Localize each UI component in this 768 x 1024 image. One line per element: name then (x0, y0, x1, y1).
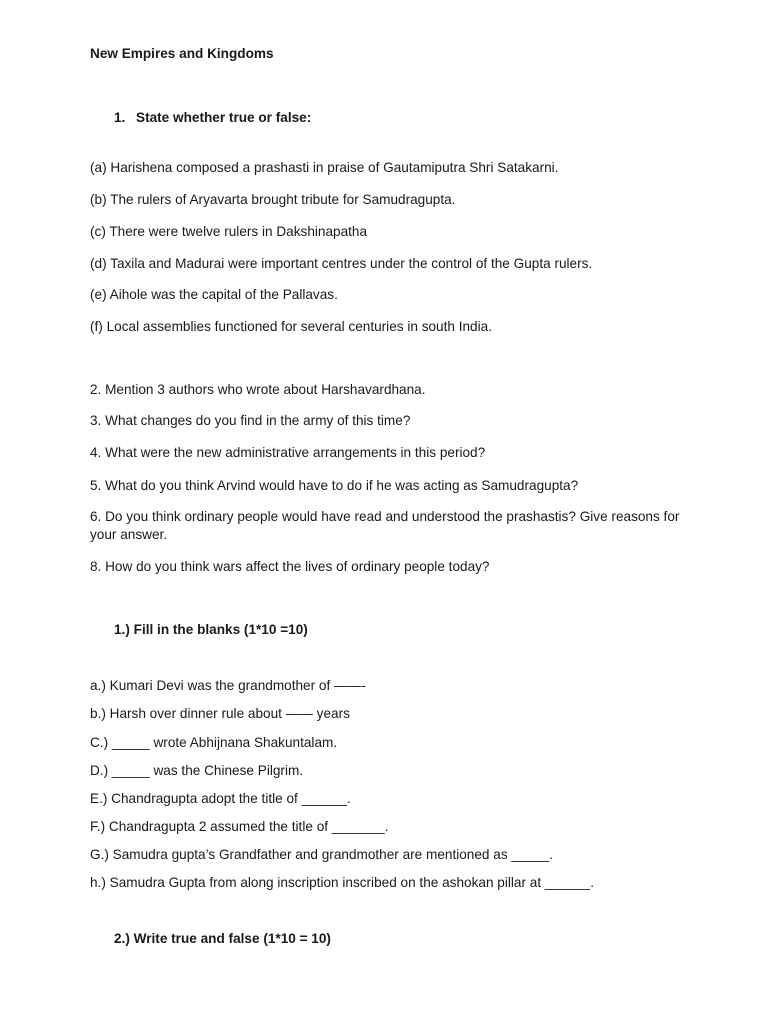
tf-item-f: (f) Local assemblies functioned for several centuries in south India. (90, 319, 492, 334)
question-3: 3. What changes do you find in the army of this time? (90, 413, 411, 428)
question-5: 5. What do you think Arvind would have to do if he was acting as Samudragupta? (90, 478, 579, 493)
tf-item-d: (d) Taxila and Madurai were important centres under the control of the Gupta rulers. (90, 256, 593, 271)
blank-item-g: G.) Samudra gupta’s Grandfather and grandmother are mentioned as _____. (90, 847, 553, 862)
blank-item-e: E.) Chandragupta adopt the title of ______. (90, 791, 351, 806)
tf-item-e: (e) Aihole was the capital of the Pallavas. (90, 287, 338, 302)
question-4: 4. What were the new administrative arrangements in this period? (90, 445, 486, 460)
tf-item-a: (a) Harishena composed a prashasti in praise of Gautamiputra Shri Satakarni. (90, 160, 559, 175)
question-2: 2. Mention 3 authors who wrote about Harshavardhana. (90, 382, 426, 397)
section1-heading-row (114, 109, 311, 127)
blank-item-b: b.) Harsh over dinner rule about —— years (90, 706, 350, 721)
tf-item-c: (c) There were twelve rulers in Dakshinapatha (90, 224, 368, 239)
blank-item-d: D.) _____ was the Chinese Pilgrim. (90, 763, 304, 778)
fill-blanks-heading: 1.) Fill in the blanks (1*10 =10) (114, 622, 308, 637)
section1-number: 1. (114, 110, 126, 125)
section1-heading: State whether true or false: (136, 110, 312, 125)
document-title: New Empires and Kingdoms (90, 46, 274, 61)
true-false-heading: 2.) Write true and false (1*10 = 10) (114, 931, 331, 946)
question-8: 8. How do you think wars affect the lives of ordinary people today? (90, 559, 490, 574)
blank-item-f: F.) Chandragupta 2 assumed the title of _______. (90, 819, 389, 834)
question-6: 6. Do you think ordinary people would have read and understood the prashastis? Give reasons for your answer. (90, 509, 680, 542)
blank-item-a: a.) Kumari Devi was the grandmother of ——- (90, 678, 366, 693)
tf-item-b: (b) The rulers of Aryavarta brought tribute for Samudragupta. (90, 192, 456, 207)
blank-item-h: h.) Samudra Gupta from along inscription inscribed on the ashokan pillar at ______. (90, 875, 595, 890)
blank-item-c: C.) _____ wrote Abhijnana Shakuntalam. (90, 735, 338, 750)
